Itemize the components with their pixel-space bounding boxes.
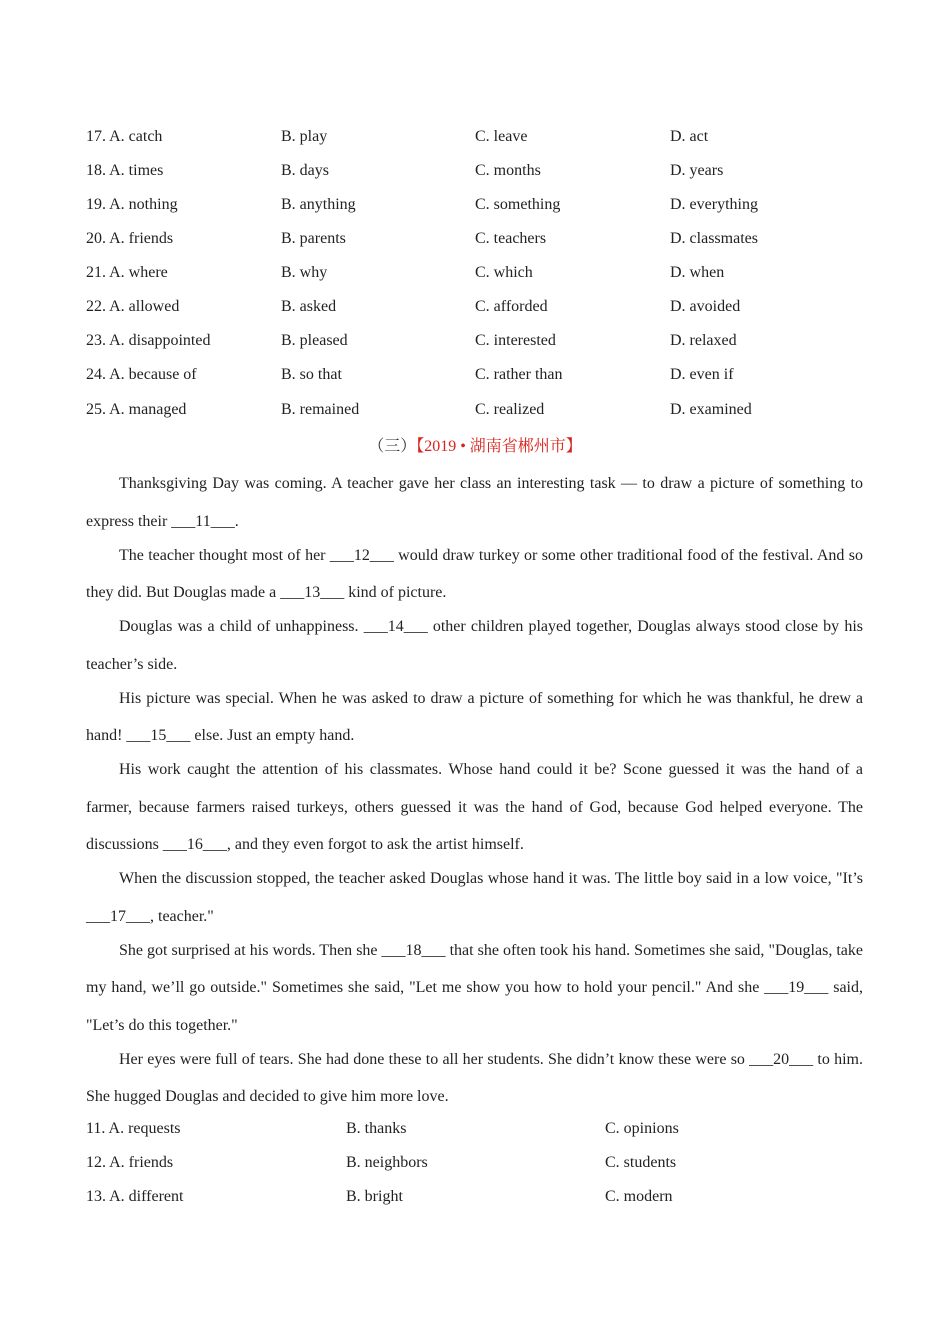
option-d: D. classmates [670,230,758,247]
option-b: B. pleased [281,332,348,349]
option-c: C. modern [605,1188,673,1205]
option-c: C. opinions [605,1120,679,1137]
paragraph: His picture was special. When he was asked to draw a picture of something for which he was thankful, he drew a hand! ___15___ else. Just an empty hand. [86,689,863,744]
option-c: C. afforded [475,298,548,315]
option-d: D. examined [670,401,752,418]
option-b: B. anything [281,196,356,213]
option-b: B. neighbors [346,1154,428,1171]
option-d: D. everything [670,196,758,213]
option-b: B. parents [281,230,346,247]
paragraph: Thanksgiving Day was coming. A teacher gave her class an interesting task — to draw a picture of something to express their ___11___. [86,475,863,530]
option-c: C. something [475,196,561,213]
option-c: C. teachers [475,230,547,247]
option-d: D. when [670,264,725,281]
option-b: B. bright [346,1188,403,1205]
option-c: C. months [475,162,541,179]
option-c: C. leave [475,128,528,145]
paragraph: She got surprised at his words. Then she ___18___ that she often took his hand. Sometimes she said, "Douglas, take my hand, we’ll go outside." Sometimes she said, "Let me show you how to hold your pencil." And she ___19___ said, "Let’s do this together." [86,941,863,1034]
option-a: 18. A. times [86,162,164,179]
option-a: 17. A. catch [86,128,163,145]
section-source: 【2019 • 湖南省郴州市】 [416,438,582,455]
paragraph: When the discussion stopped, the teacher asked Douglas whose hand it was. The little boy said in a low voice, "It’s ___17___, teacher." [86,870,863,925]
option-d: D. avoided [670,298,741,315]
option-c: C. rather than [475,366,563,383]
option-d: D. years [670,162,724,179]
paragraph: The teacher thought most of her ___12___ would draw turkey or some other traditional food of the festival. And so they did. But Douglas made a ___13___ kind of picture. [86,546,863,601]
option-a: 23. A. disappointed [86,332,211,349]
option-a: 12. A. friends [86,1154,174,1171]
paragraph: His work caught the attention of his classmates. Whose hand could it be? Scone guessed it was the hand of a farmer, because farmers raised turkeys, others guessed it was the hand of God, because God helped everyone. The discussions ___16___, and they even forgot to ask the artist himself. [86,761,863,853]
option-b: B. days [281,162,329,179]
option-a: 22. A. allowed [86,298,180,315]
option-d: D. act [670,128,709,145]
option-b: B. asked [281,298,337,315]
option-b: B. why [281,264,328,281]
reading-passage [86,465,863,1112]
option-b: B. so that [281,366,342,383]
option-a: 21. A. where [86,264,168,281]
option-a: 11. A. requests [86,1120,181,1137]
section-heading [0,437,950,457]
option-b: B. thanks [346,1120,407,1137]
option-d: D. even if [670,366,734,383]
paragraph: Her eyes were full of tears. She had done these to all her students. She didn’t know these were so ___20___ to him. She hugged Douglas and decided to give him more love. [86,1050,863,1105]
option-c: C. realized [475,401,545,418]
option-a: 20. A. friends [86,230,174,247]
option-a: 19. A. nothing [86,196,178,213]
paragraph: Douglas was a child of unhappiness. ___14___ other children played together, Douglas always stood close by his teacher’s side. [86,618,863,673]
option-a: 25. A. managed [86,401,187,418]
option-a: 13. A. different [86,1188,184,1205]
option-b: B. play [281,128,328,145]
option-d: D. relaxed [670,332,737,349]
option-c: C. interested [475,332,556,349]
option-b: B. remained [281,401,360,418]
option-a: 24. A. because of [86,366,197,383]
option-c: C. which [475,264,533,281]
section-number: （三） [368,438,417,455]
option-c: C. students [605,1154,677,1171]
